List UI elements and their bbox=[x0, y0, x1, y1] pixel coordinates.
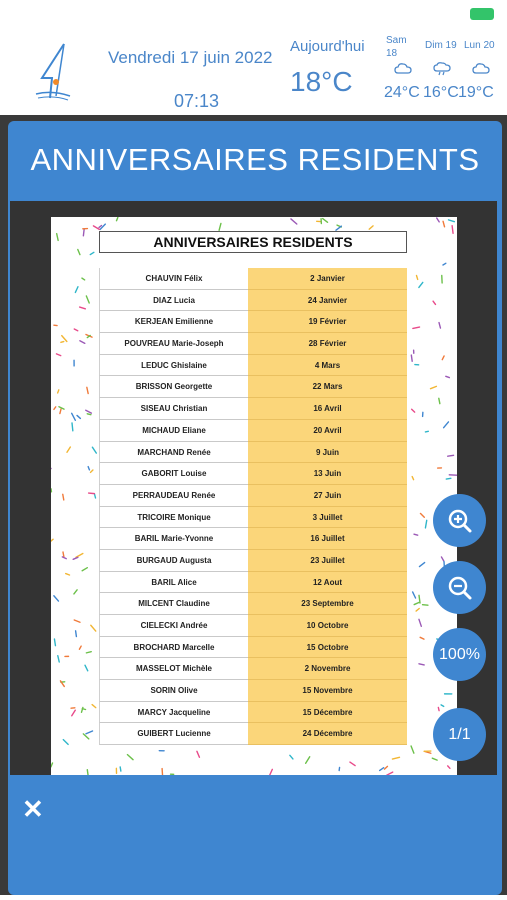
birthday-date: 24 Décembre bbox=[248, 723, 407, 745]
birthday-date: 15 Novembre bbox=[248, 680, 407, 702]
logo bbox=[16, 38, 86, 108]
table-row bbox=[99, 268, 407, 290]
cloud-icon bbox=[472, 62, 490, 76]
table-row bbox=[99, 550, 407, 572]
forecast-temp: 16°C bbox=[423, 84, 459, 101]
resident-name: MICHAUD Eliane bbox=[99, 420, 248, 442]
table-row bbox=[99, 420, 407, 442]
resident-name: BARIL Alice bbox=[99, 572, 248, 594]
table-row bbox=[99, 463, 407, 485]
today-temperature: 18°C bbox=[290, 66, 353, 97]
table-row bbox=[99, 723, 407, 745]
table-row bbox=[99, 333, 407, 355]
zoom-out-button[interactable] bbox=[433, 561, 486, 614]
resident-name: SISEAU Christian bbox=[99, 398, 248, 420]
resident-name: CHAUVIN Félix bbox=[99, 268, 248, 290]
forecast-day-label: Lun 20 bbox=[464, 40, 495, 51]
forecast-day-label: Sam 18 bbox=[386, 35, 407, 59]
resident-name: CIELECKI Andrée bbox=[99, 615, 248, 637]
page-indicator: 1/1 bbox=[433, 708, 486, 761]
table-row bbox=[99, 485, 407, 507]
table-row bbox=[99, 528, 407, 550]
resident-name: MASSELOT Michèle bbox=[99, 658, 248, 680]
birthday-date: 2 Janvier bbox=[248, 268, 407, 290]
table-row bbox=[99, 290, 407, 312]
zoom-in-button[interactable] bbox=[433, 494, 486, 547]
birthday-date: 9 Juin bbox=[248, 442, 407, 464]
table-row bbox=[99, 398, 407, 420]
forecast-day-label: Dim 19 bbox=[425, 40, 457, 51]
cloud-rain-icon bbox=[433, 62, 451, 76]
birthday-date: 10 Octobre bbox=[248, 615, 407, 637]
birthday-date: 16 Avril bbox=[248, 398, 407, 420]
table-row bbox=[99, 355, 407, 377]
close-button[interactable]: ✕ bbox=[22, 794, 44, 824]
resident-name: BROCHARD Marcelle bbox=[99, 637, 248, 659]
table-row bbox=[99, 615, 407, 637]
birthday-date: 20 Avril bbox=[248, 420, 407, 442]
birthday-date: 23 Juillet bbox=[248, 550, 407, 572]
table-row bbox=[99, 311, 407, 333]
table-row bbox=[99, 376, 407, 398]
modal-title: ANNIVERSAIRES RESIDENTS bbox=[30, 142, 480, 177]
birthday-date: 28 Février bbox=[248, 333, 407, 355]
cloud-icon bbox=[394, 62, 412, 76]
birthday-date: 22 Mars bbox=[248, 376, 407, 398]
resident-name: MILCENT Claudine bbox=[99, 593, 248, 615]
birthday-date: 3 Juillet bbox=[248, 507, 407, 529]
resident-name: PERRAUDEAU Renée bbox=[99, 485, 248, 507]
resident-name: TRICOIRE Monique bbox=[99, 507, 248, 529]
birthday-date: 2 Novembre bbox=[248, 658, 407, 680]
resident-name: BARIL Marie-Yvonne bbox=[99, 528, 248, 550]
zoom-in-icon bbox=[447, 508, 473, 534]
current-time: 07:13 bbox=[174, 91, 220, 111]
zoom-level-button[interactable]: 100% bbox=[433, 628, 486, 681]
table-row bbox=[99, 702, 407, 724]
current-date: Vendredi 17 juin 2022 bbox=[108, 48, 273, 67]
birthday-date: 15 Décembre bbox=[248, 702, 407, 724]
birthday-date: 13 Juin bbox=[248, 463, 407, 485]
birthday-date: 16 Juillet bbox=[248, 528, 407, 550]
bottom-strip bbox=[0, 895, 507, 900]
birthday-table bbox=[99, 268, 407, 745]
forecast-temp: 24°C bbox=[384, 84, 420, 101]
zoom-out-icon bbox=[447, 575, 473, 601]
birthday-date: 27 Juin bbox=[248, 485, 407, 507]
birthday-date: 15 Octobre bbox=[248, 637, 407, 659]
resident-name: GABORIT Louise bbox=[99, 463, 248, 485]
resident-name: SORIN Olive bbox=[99, 680, 248, 702]
table-row bbox=[99, 680, 407, 702]
table-row bbox=[99, 637, 407, 659]
table-row bbox=[99, 507, 407, 529]
birthday-date: 12 Aout bbox=[248, 572, 407, 594]
resident-name: MARCY Jacqueline bbox=[99, 702, 248, 724]
resident-name: POUVREAU Marie-Joseph bbox=[99, 333, 248, 355]
birthday-date: 23 Septembre bbox=[248, 593, 407, 615]
resident-name: KERJEAN Emilienne bbox=[99, 311, 248, 333]
document-title: ANNIVERSAIRES RESIDENTS bbox=[99, 231, 407, 253]
birthday-date: 4 Mars bbox=[248, 355, 407, 377]
table-row bbox=[99, 593, 407, 615]
today-label: Aujourd'hui bbox=[290, 38, 365, 55]
table-row bbox=[99, 572, 407, 594]
resident-name: BURGAUD Augusta bbox=[99, 550, 248, 572]
battery-icon bbox=[470, 8, 494, 20]
resident-name: BRISSON Georgette bbox=[99, 376, 248, 398]
resident-name: GUIBERT Lucienne bbox=[99, 723, 248, 745]
birthday-date: 19 Février bbox=[248, 311, 407, 333]
resident-name: DIAZ Lucia bbox=[99, 290, 248, 312]
forecast-temp: 19°C bbox=[458, 84, 494, 101]
birthday-date: 24 Janvier bbox=[248, 290, 407, 312]
resident-name: LEDUC Ghislaine bbox=[99, 355, 248, 377]
resident-name: MARCHAND Renée bbox=[99, 442, 248, 464]
table-row bbox=[99, 442, 407, 464]
table-row bbox=[99, 658, 407, 680]
